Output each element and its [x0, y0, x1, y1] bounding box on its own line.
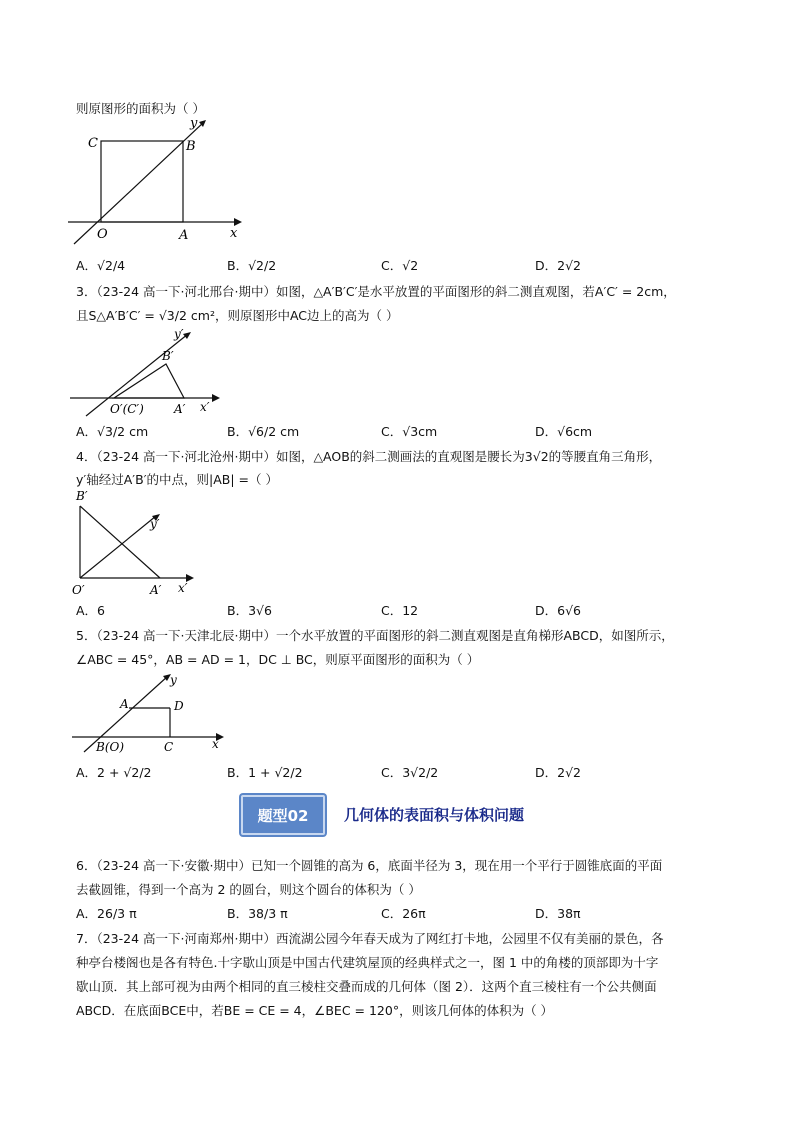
- q4-option-d: D．6√6: [535, 603, 581, 618]
- q2-figure: [66, 112, 246, 252]
- q7-line-1: 7．（23-24 高一下·河南郑州·期中）西流湖公园今年春天成为了网红打卡地，公园里不仅有美丽的景色，各: [76, 931, 664, 946]
- q2-label-a: A: [179, 228, 189, 243]
- q2-label-c: C: [88, 136, 98, 151]
- q5-label-d: D: [174, 699, 184, 713]
- q3-label-a: A′: [174, 402, 186, 416]
- q4-label-x: x′: [178, 581, 188, 595]
- q5-option-b: B．1 + √2/2: [227, 765, 303, 780]
- q4-line-2: y′轴经过A′B′的中点，则|AB| =（ ）: [76, 472, 279, 487]
- q2-option-b: B．√2/2: [227, 258, 277, 273]
- q3-label-o: O′(C′): [110, 402, 144, 416]
- q3-line-2: 且S△A′B′C′ = √3/2 cm²，则原图形中AC边上的高为（ ）: [76, 308, 399, 323]
- q6-option-c: C．26π: [381, 906, 426, 921]
- q5-label-x: x: [212, 737, 219, 751]
- q5-option-d: D．2√2: [535, 765, 581, 780]
- section-tag: 题型02: [241, 795, 325, 835]
- q4-label-b: B′: [76, 489, 88, 503]
- q6-option-a: A．26/3 π: [76, 906, 137, 921]
- q2-label-b: B: [186, 139, 196, 154]
- q2-label-x: x: [230, 226, 238, 241]
- q3-label-x: x′: [200, 400, 210, 414]
- q2-option-c: C．√2: [381, 258, 419, 273]
- q7-line-2: 种亭台楼阁也是各有特色.十字歇山顶是中国古代建筑屋顶的经典样式之一，图 1 中的角楼的顶部即为十字: [76, 955, 659, 970]
- q5-label-y: y: [170, 673, 177, 687]
- q3-label-b: B′: [162, 349, 174, 363]
- q7-line-3: 歇山顶．其上部可视为由两个相同的直三棱柱交叠而成的几何体（图 2）．这两个直三棱柱有一个公共侧面: [76, 979, 657, 994]
- q4-label-a: A′: [150, 583, 162, 597]
- q5-label-a: A: [120, 697, 129, 711]
- q3-figure: [66, 322, 226, 422]
- q5-line-1: 5．（23-24 高一下·天津北辰·期中）一个水平放置的平面图形的斜二测直观图是直角梯形ABCD，如图所示，: [76, 628, 674, 643]
- q6-option-b: B．38/3 π: [227, 906, 288, 921]
- q6-line-1: 6．（23-24 高一下·安徽·期中）已知一个圆锥的高为 6，底面半径为 3，现在用一个平行于圆锥底面的平面: [76, 858, 663, 873]
- q2-label-o: O: [97, 227, 108, 242]
- q7-line-4: ABCD．在底面BCE中，若BE = CE = 4，∠BEC = 120°，则该几何体的体积为（ ）: [76, 1003, 554, 1018]
- q2-label-y: y: [190, 116, 198, 131]
- q6-option-d: D．38π: [535, 906, 581, 921]
- q3-option-d: D．√6cm: [535, 424, 593, 439]
- q4-option-b: B．3√6: [227, 603, 272, 618]
- q3-option-b: B．√6/2 cm: [227, 424, 300, 439]
- q4-figure: [66, 488, 206, 600]
- q5-label-c: C: [164, 740, 174, 754]
- q2-question-text: 则原图形的面积为（ ）: [76, 101, 205, 116]
- q4-label-y: y′: [150, 517, 160, 531]
- q3-option-c: C．√3cm: [381, 424, 438, 439]
- q5-option-a: A．2 + √2/2: [76, 765, 152, 780]
- q5-figure: [66, 668, 236, 758]
- q3-label-y: y′: [174, 327, 184, 341]
- q4-label-o: O′: [72, 583, 85, 597]
- q4-line-1: 4．（23-24 高一下·河北沧州·期中）如图，△AOB的斜二测画法的直观图是腰长为3√2的等腰直角三角形，: [76, 449, 662, 464]
- q2-option-d: D．2√2: [535, 258, 581, 273]
- q3-option-a: A．√3/2 cm: [76, 424, 149, 439]
- q6-line-2: 去截圆锥，得到一个高为 2 的圆台，则这个圆台的体积为（ ）: [76, 882, 421, 897]
- q5-line-2: ∠ABC = 45°，AB = AD = 1，DC ⊥ BC，则原平面图形的面积为（ ）: [76, 652, 480, 667]
- q5-option-c: C．3√2/2: [381, 765, 439, 780]
- q2-option-a: A．√2/4: [76, 258, 126, 273]
- q4-option-a: A．6: [76, 603, 106, 618]
- section-title: 几何体的表面积与体积问题: [344, 806, 525, 824]
- q3-line-1: 3．（23-24 高一下·河北邢台·期中）如图，△A′B′C′是水平放置的平面图形的斜二测直观图，若A′C′ = 2cm，: [76, 284, 676, 299]
- q5-label-b: B(O): [96, 740, 125, 754]
- q4-option-c: C．12: [381, 603, 419, 618]
